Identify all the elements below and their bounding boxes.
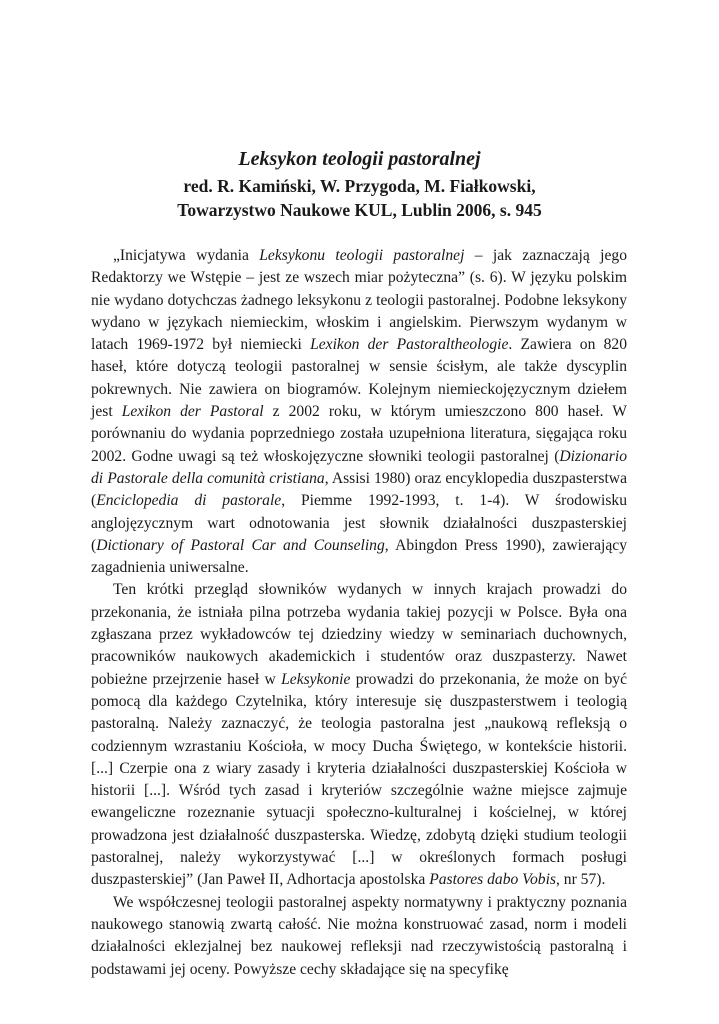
publisher-line: Towarzystwo Naukowe KUL, Lublin 2006, s. 945	[177, 200, 542, 220]
editors-line: red. R. Kamiński, W. Przygoda, M. Fiałkowski,	[183, 176, 536, 196]
text-run: , Abingdon Press 1990), zawierający zagadnienia uniwersalne.	[91, 536, 627, 577]
text-run: , Piemme 1992-1993, t. 1-4). W środowisku anglojęzycznym wart odnotowania jest słownik działalności duszpasterskiej (	[91, 492, 627, 554]
italic-title-run: Lexikon der Pastoral	[121, 403, 264, 421]
review-body	[91, 245, 627, 981]
italic-title-run: Enciclopedia di pastorale	[96, 492, 282, 510]
italic-title-run: Pastores dabo Vobis	[429, 871, 556, 889]
text-run: – jak zaznaczają jego Redaktorzy we Wstępie – jest ze wszech miar pożyteczna” (s. 6). W języku polskim nie wydano dotychczas żadnego leksykonu z teologii pastoralnej. Podobne leksykony wydano w językach niemieckim, włoskim i angielskim. Pierwszym wydanym w latach 1969-1972 był niemiecki	[91, 247, 627, 354]
text-run: . Zawiera on 820 haseł, które dotyczą teologii pastoralnej w sensie ścisłym, ale także dyscyplin pokrewnych. Nie zawiera on biogramów. Kolejnym niemieckojęzycznym dziełem jest	[91, 336, 627, 421]
italic-title-run: Leksykonu teologii pastoralnej	[259, 247, 465, 264]
text-run: z 2002 roku, w którym umieszczono 800 haseł. W porównaniu do wydania poprzedniego została uzupełniona literatura, sięgająca roku 2002. Godne uwagi są też włoskojęzyczne słowniki teologii pastoralnej (	[91, 403, 627, 465]
text-run: „Inicjatywa wydania	[113, 247, 260, 264]
paragraph-3	[91, 892, 627, 981]
text-run: prowadzi do przekonania, że może on być pomocą dla każdego Czytelnika, który interesuje się duszpasterstwem i teologią pastoralną. Należy zaznaczyć, że teologia pastoralna jest „naukową refleksją o codziennym wzrastaniu Kościoła, w mocy Ducha Świętego, w kontekście historii. [...] Czerpie ona z wiary zasady i kryteria działalności duszpasterskiej Kościoła w historii [...]. Wśród tych zasad i kryteriów szczególnie ważne miejsce zajmuje ewangeliczne rozeznanie sytuacji społeczno-kulturalnej i kościelnej, w której prowadzona jest działalność duszpasterska. Wiedzę, zdobytą dzięki studium teologii pastoralnej, należy wykorzystywać [...] w określonych formach posługi duszpasterskiej” (Jan Paweł II, Adhortacja apostolska	[91, 670, 627, 889]
text-run: , nr 57).	[555, 871, 606, 889]
text-run: , Assisi 1980) oraz encyklopedia duszpasterstwa (	[91, 469, 627, 510]
text-run: Ten krótki przegląd słowników wydanych w innych krajach prowadzi do przekonania, że istniała pilna potrzeba wydania takiej pozycji w Polsce. Była ona zgłaszana przez wykładowców tej dziedziny wiedzy w seminariach duchownych, pracowników naukowych akademickich i studentów oraz duszpasterzy. Nawet pobieżne przejrzenie haseł w	[91, 581, 627, 688]
italic-title-run: Dictionary of Pastoral Car and Counseling	[96, 536, 385, 554]
italic-title-run: Dizionario di Pastorale della comunità cristiana	[91, 447, 627, 487]
book-title: Leksykon teologii pastoralnej	[238, 148, 481, 170]
paragraph-1	[91, 245, 627, 579]
text-run: We współczesnej teologii pastoralnej aspekty normatywny i praktyczny poznania naukowego stanowią zwartą całość. Nie można konstruować zasad, norm i modeli działalności eklezjalnej bez naukowej refleksji nad rzeczywistością pastoralną i podstawami jej oceny. Powyższe cechy składające się na specyfikę	[91, 893, 627, 978]
italic-title-run: Lexikon der Pastoraltheologie	[310, 336, 509, 354]
paragraph-2	[91, 579, 627, 891]
italic-title-run: Leksykonie	[281, 670, 351, 688]
